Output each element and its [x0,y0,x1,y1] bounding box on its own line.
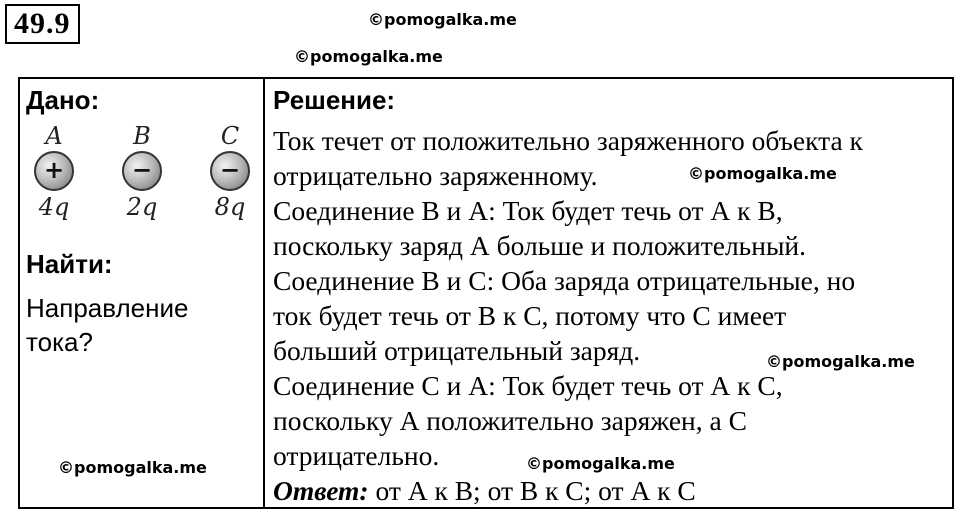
negative-charge-icon [210,151,250,191]
plus-sign: + [43,156,65,184]
solution-line: поскольку заряд А больше и положительный. [273,230,807,261]
watermark: ©pomogalka.me [368,10,517,29]
solution-text [273,123,949,508]
answer-line [273,473,949,508]
solution-line: отрицательно заряженному. [273,160,598,191]
solution-line: Соединение В и С: Оба заряда отрицательные, но [273,265,856,296]
solution-title: Решение: [273,85,396,115]
charge-label: A [45,122,63,150]
solution-line: больший отрицательный заряд. [273,335,641,366]
solution-line: Соединение В и А: Ток будет течь от А к В, [273,195,783,226]
find-text [26,291,256,359]
negative-charge-icon [122,151,162,191]
watermark: ©pomogalka.me [688,164,837,183]
find-line: тока? [26,327,93,357]
charge-value: 4q [38,193,70,221]
given-title: Дано: [26,85,100,115]
solution-line: ток будет течь от В к С, потому что С имеет [273,300,787,331]
charge-value: 2q [126,193,158,221]
problem-table [18,77,954,509]
answer-label: Ответ: [273,475,369,506]
minus-sign: − [219,156,241,184]
problem-number: 49.9 [5,4,80,44]
watermark: ©pomogalka.me [766,352,915,371]
find-title: Найти: [26,249,113,279]
charge-label: C [220,122,240,150]
charge-c [200,123,260,221]
charge-value: 8q [214,193,246,221]
watermark: ©pomogalka.me [526,454,675,473]
find-line: Направление [26,293,189,323]
solution-line: отрицательно. [273,440,440,471]
charge-label: B [133,122,151,150]
solution-line: поскольку А положительно заряжен, а С [273,405,747,436]
solution-line: Соединение С и А: Ток будет течь от А к С, [273,370,783,401]
watermark: ©pomogalka.me [58,458,207,477]
charge-a [24,123,84,221]
watermark: ©pomogalka.me [294,47,443,66]
solution-line: Ток течет от положительно заряженного объекта к [273,125,863,156]
answer-text: от А к В; от В к С; от А к С [368,475,696,506]
column-divider [263,79,265,507]
minus-sign: − [131,156,153,184]
positive-charge-icon [34,151,74,191]
charge-b [112,123,172,221]
